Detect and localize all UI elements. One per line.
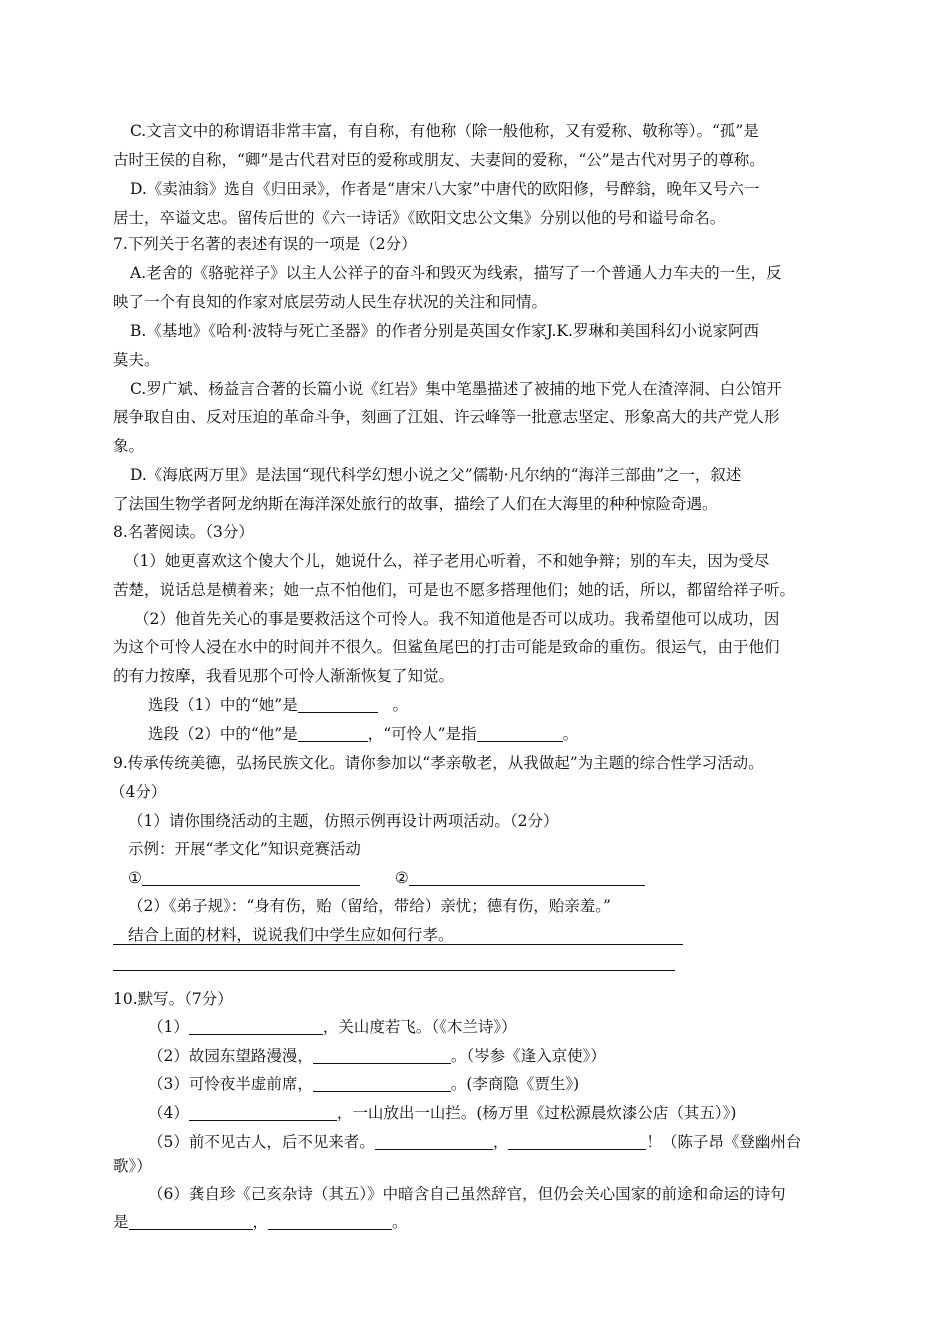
q9-part2-prompt: （2）《弟子规》：“身有伤，贻（留给，带给）亲忧；德有伤，贻亲羞。” <box>128 897 611 915</box>
q8-blank1-prompt: 选段（1）中的“她”是 <box>148 696 298 714</box>
q9-activity-blank-2[interactable] <box>409 869 645 886</box>
q10-item-1 <box>148 1016 517 1038</box>
q9-activity-blank-1[interactable] <box>142 869 360 886</box>
question-7-stem: 7.下列关于名著的表述有误的一项是（2分） <box>113 235 417 253</box>
q7-option-d-line1: D.《海底两万里》是法国“现代科学幻想小说之父”儒勒·凡尔纳的“海洋三部曲”之一，叙述 <box>130 466 742 484</box>
q8-answer-blank-3[interactable] <box>477 725 563 742</box>
q6-option-c-line2: 古时王侯的自称，“卿”是古代君对臣的爱称或朋友、夫妻间的爱称，“公”是古代对男子的尊称。 <box>113 151 765 169</box>
q6-option-d-line2: 居士，卒谥文忠。留传后世的《六一诗话》《欧阳文忠公文集》分别以他的号和谥号命名。 <box>113 209 726 227</box>
q7-option-b-line1: B.《基地》《哈利·波特与死亡圣器》的作者分别是英国女作家J.K.罗琳和美国科幻小说家阿西 <box>130 322 759 340</box>
q10-1-text: ，关山度若飞。（《木兰诗》） <box>322 1018 517 1036</box>
q10-2-source: 。（岑参《逢入京使》） <box>450 1047 606 1065</box>
question-9-score: （4分） <box>110 783 167 801</box>
q9-answer-line-2[interactable] <box>113 970 675 971</box>
q10-4-blank[interactable] <box>189 1104 337 1121</box>
q8-answer-blank-1[interactable] <box>298 696 378 713</box>
q10-6-comma: ， <box>252 1213 269 1231</box>
q8-passage1-line1: （1）她更喜欢这个傻大个儿，她说什么，祥子老用心听着，不和她争辩；别的车夫，因为受尽 <box>124 552 770 570</box>
q8-blank2-end: 。 <box>562 725 579 743</box>
q8-answer-blank-2[interactable] <box>298 725 368 742</box>
q10-5-blank-1[interactable] <box>375 1133 493 1150</box>
q8-passage2-line3: 的有力按摩，我看见那个可怜人渐渐恢复了知觉。 <box>113 667 455 685</box>
q6-option-d-line1: D.《卖油翁》选自《归田录》，作者是“唐宋八大家”中唐代的欧阳修，号醉翁，晚年又号六一 <box>130 180 760 198</box>
q8-blank2-mid: ，“可怜人”是指 <box>367 725 477 743</box>
q10-1-number: （1） <box>148 1018 189 1036</box>
q10-5-source: ！（陈子昂《登幽州台 <box>646 1133 802 1151</box>
q9-part2-question: 结合上面的材料，说说我们中学生应如何行孝。 <box>128 926 454 944</box>
question-8-stem: 8.名著阅读。（3分） <box>113 523 254 541</box>
q8-passage1-line2: 苦楚，说话总是横着来；她一点不怕他们，可是也不愿多搭理他们；她的话，所以，都留给祥子听。 <box>113 581 796 599</box>
q7-option-c-line3: 象。 <box>113 437 145 455</box>
q10-item-6-answer <box>113 1211 408 1233</box>
q10-5-text: （5）前不见古人，后不见来者。 <box>148 1133 375 1151</box>
q8-blank-line-2 <box>148 723 578 745</box>
q10-5-comma: ， <box>492 1133 509 1151</box>
q10-5-blank-2[interactable] <box>508 1133 646 1150</box>
q10-item-5-cont: 歌》） <box>113 1157 152 1175</box>
question-9-stem: 9.传承传统美德，弘扬民族文化。请你参加以“孝亲敬老，从我做起”为主题的综合性学习活动。 <box>113 754 764 772</box>
q7-option-d-line2: 了法国生物学者阿龙纳斯在海洋深处旅行的故事，描绘了人们在大海里的种种惊险奇遇。 <box>113 495 718 513</box>
q7-option-a-line1: A.老舍的《骆驼祥子》以主人公祥子的奋斗和毁灭为线索，描写了一个普通人力车夫的一生，反 <box>130 264 782 282</box>
q8-blank1-end: 。 <box>392 696 409 714</box>
q10-2-text: （2）故园东望路漫漫， <box>148 1047 313 1065</box>
q9-answer-line-1[interactable] <box>113 944 683 945</box>
q10-item-6-prompt: （6）龚自珍《己亥杂诗（其五）》中暗含自己虽然辞官，但仍会关心国家的前途和命运的诗句 <box>148 1185 786 1203</box>
q8-passage2-line2: 为这个可怜人浸在水中的时间并不很久。但鲨鱼尾巴的打击可能是致命的重伤。很运气，由于他们 <box>113 638 780 656</box>
q8-blank2-prompt: 选段（2）中的“他”是 <box>148 725 298 743</box>
q7-option-c-line1: C.罗广斌、杨益言合著的长篇小说《红岩》集中笔墨描述了被捕的地下党人在渣滓洞、白公馆开 <box>130 380 782 398</box>
q10-4-text: ，一山放出一山拦。(杨万里《过松源晨炊漆公店（其五）》) <box>336 1104 737 1122</box>
q10-4-number: （4） <box>148 1104 189 1122</box>
q10-6-blank-2[interactable] <box>268 1213 392 1230</box>
q10-item-4 <box>148 1102 736 1124</box>
q9-marker-2: ② <box>394 869 409 887</box>
q10-6-lead: 是 <box>113 1213 129 1231</box>
q10-3-blank[interactable] <box>313 1075 451 1092</box>
q9-part1-prompt: （1）请你围绕活动的主题，仿照示例再设计两项活动。（2分） <box>128 812 559 830</box>
q8-blank-line-1 <box>148 694 408 716</box>
q7-option-b-line2: 莫夫。 <box>113 351 160 369</box>
q9-activity-blanks <box>128 867 645 889</box>
q10-3-text: （3）可怜夜半虚前席， <box>148 1075 313 1093</box>
q10-2-blank[interactable] <box>313 1047 451 1064</box>
q10-item-5 <box>148 1131 801 1153</box>
q7-option-a-line2: 映了一个有良知的作家对底层劳动人民生存状况的关注和同情。 <box>113 293 548 311</box>
q6-option-c-line1: C.文言文中的称谓语非常丰富，有自称，有他称（除一般他称，又有爱称、敬称等）。“孤”是 <box>130 122 759 140</box>
q10-item-2 <box>148 1045 606 1067</box>
q9-example: 示例：开展“孝文化”知识竞赛活动 <box>128 840 361 858</box>
q10-6-blank-1[interactable] <box>129 1213 253 1230</box>
q7-option-c-line2: 展争取自由、反对压迫的革命斗争，刻画了江姐、许云峰等一批意志坚定、形象高大的共产党人形 <box>113 408 780 426</box>
q10-3-source: 。(李商隐《贾生》) <box>450 1075 580 1093</box>
q10-item-3 <box>148 1073 579 1095</box>
q10-6-end: 。 <box>392 1213 408 1231</box>
q10-1-blank[interactable] <box>189 1018 323 1035</box>
q8-passage2-line1: （2）他首先关心的事是要救活这个可怜人。我不知道他是否可以成功。我希望他可以成功，因 <box>134 610 780 628</box>
question-10-stem: 10.默写。（7分） <box>113 990 233 1008</box>
q9-marker-1: ① <box>128 869 142 887</box>
